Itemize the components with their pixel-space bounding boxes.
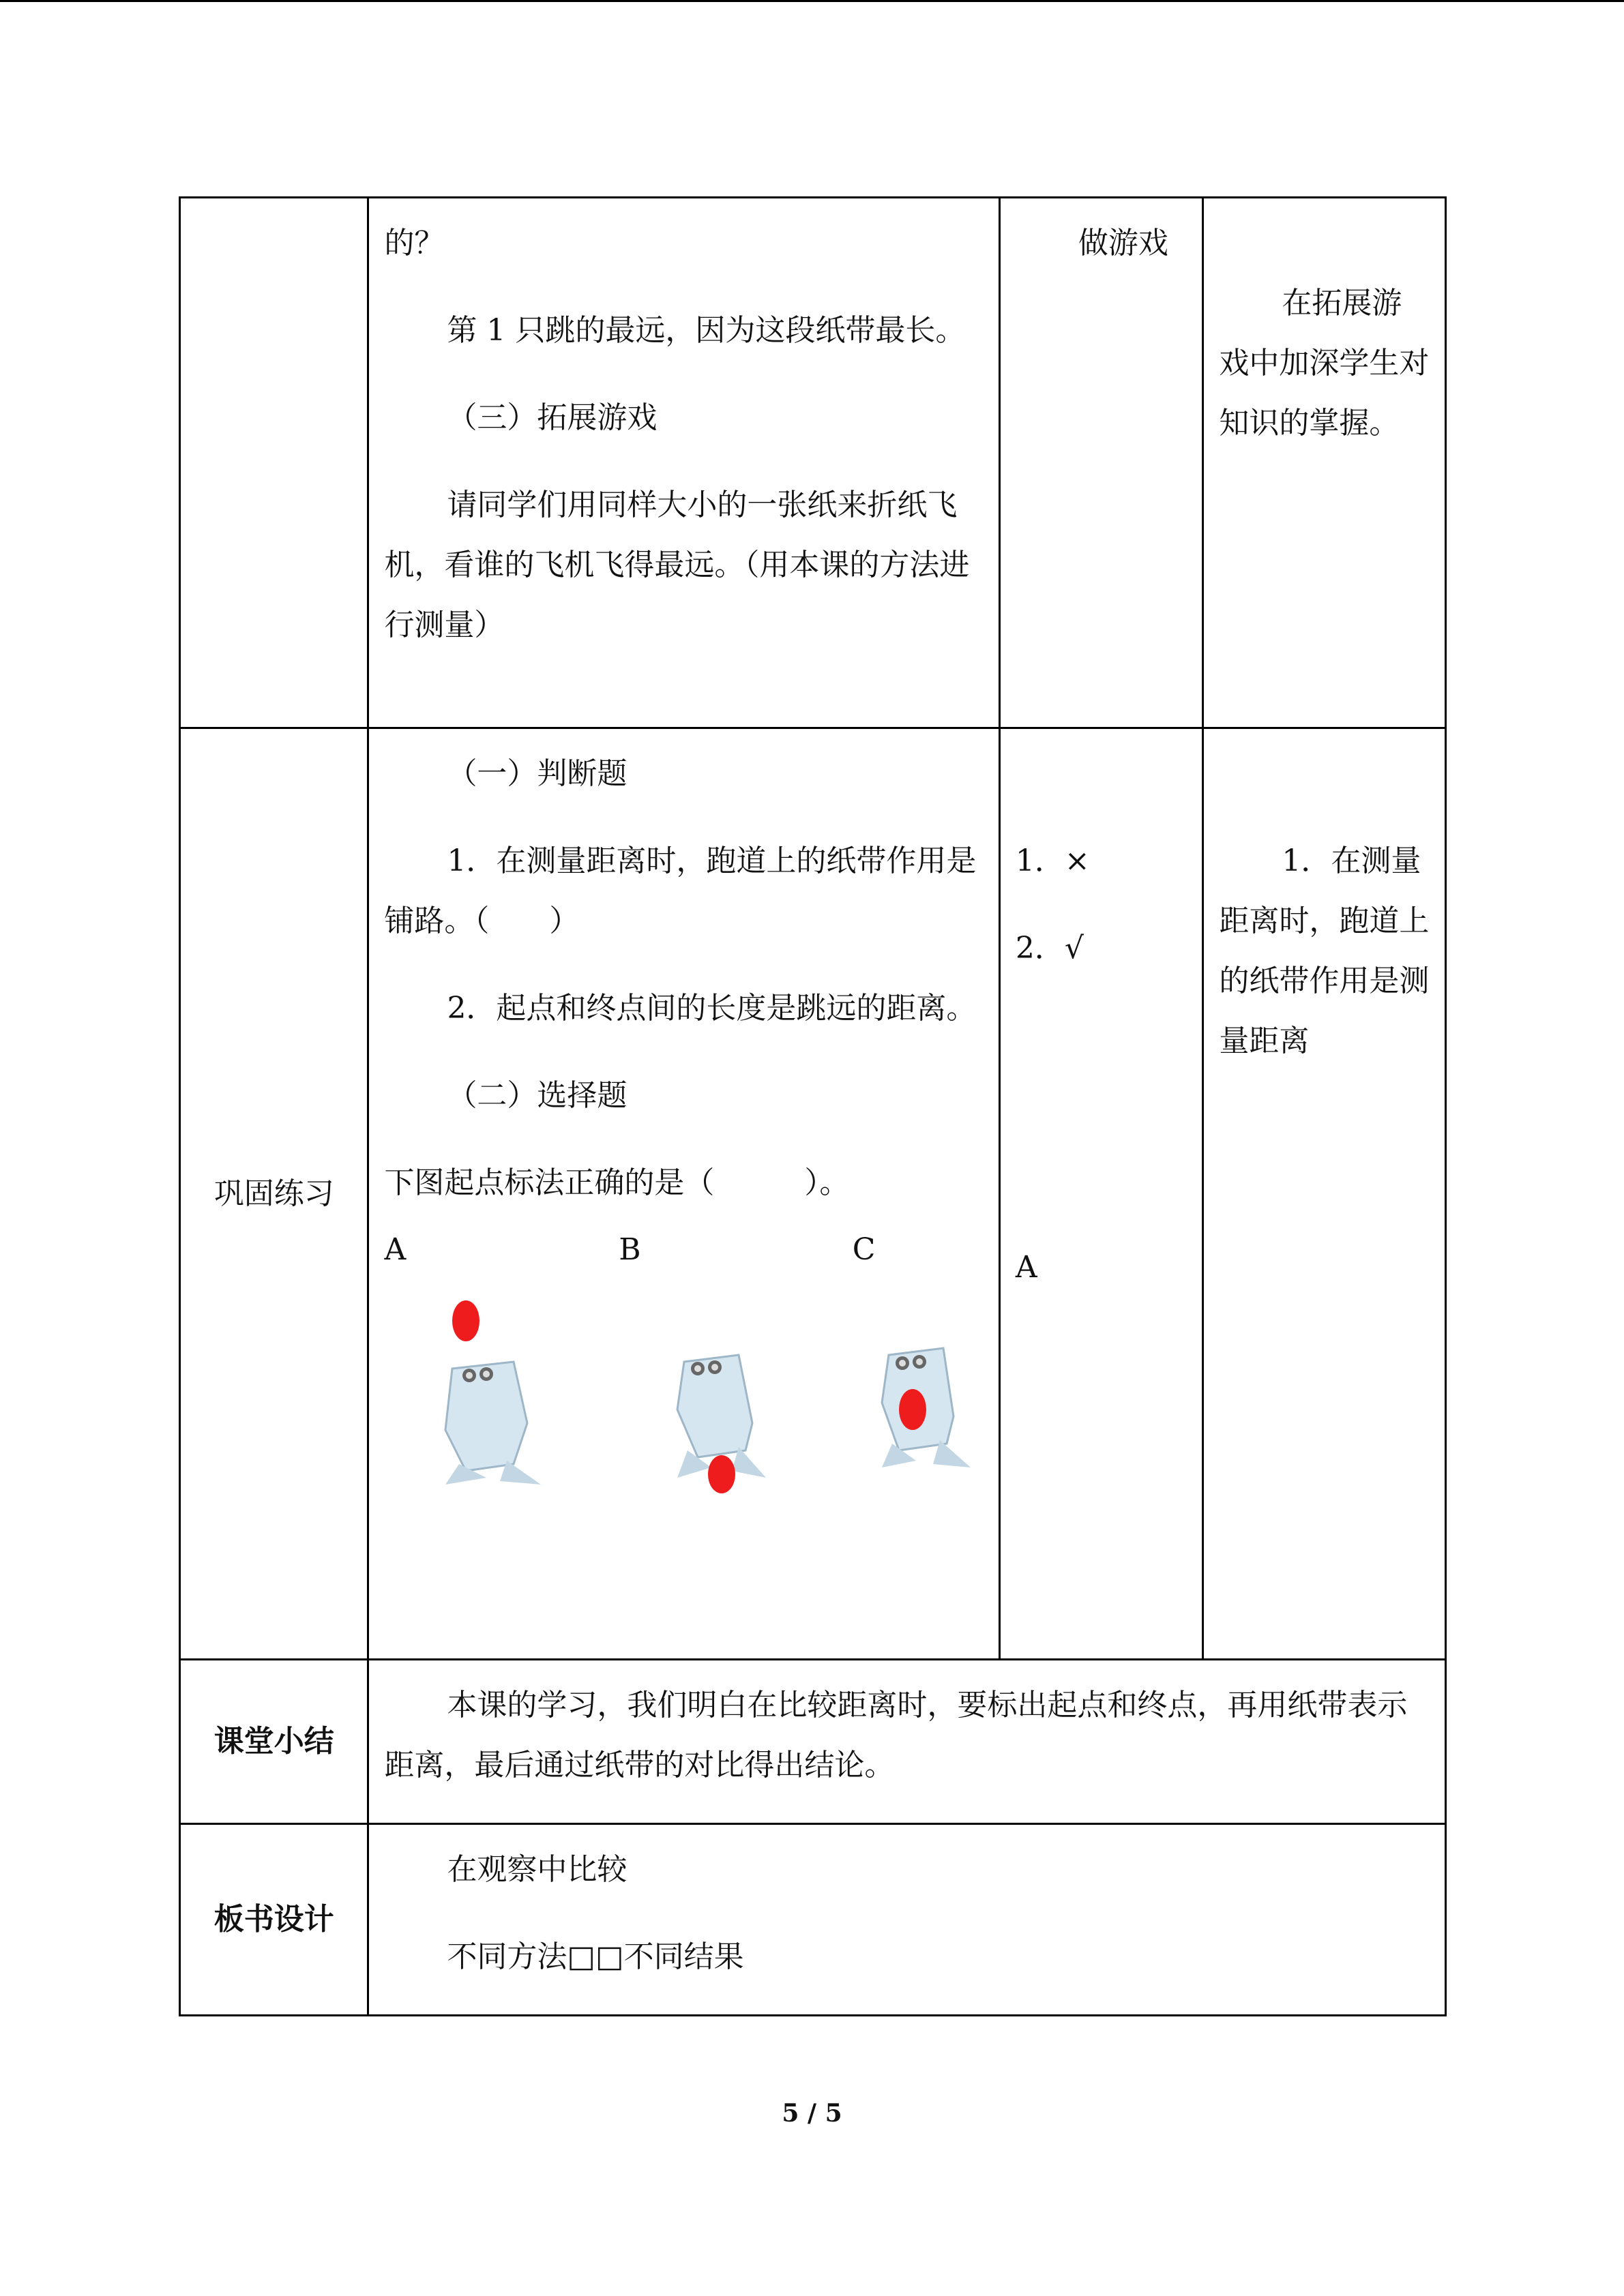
row2-intent-cell [1203, 728, 1446, 1660]
row2-content-cell [368, 728, 999, 1660]
answer-1: 1．× [1015, 844, 1090, 878]
row1-intent-cell [1203, 198, 1446, 728]
page-number: 5 / 5 [782, 2099, 842, 2128]
intent-text: 1．在测量距离时，跑道上的纸带作用是测量距离 [1219, 844, 1430, 1058]
judge-title: （一）判断题 [447, 756, 628, 791]
row-summary [180, 1660, 1446, 1824]
question-2: 2．起点和终点间的长度是跳远的距离。 [447, 991, 977, 1026]
top-border [0, 0, 1624, 2]
start-marker [452, 1300, 479, 1341]
start-marker [708, 1455, 735, 1493]
content-line: 第 1 只跳的最远，因为这段纸带最长。 [447, 313, 966, 348]
frog-a-image [411, 1294, 548, 1498]
frog-b-image [657, 1321, 793, 1525]
question-1: 1．在测量距离时，跑道上的纸带作用是铺路。（ ） [384, 844, 977, 938]
frog-c-image [861, 1321, 998, 1525]
row1-label-cell [180, 198, 368, 728]
answer-3: A [1015, 1250, 1037, 1285]
section-heading: （三）拓展游戏 [447, 400, 658, 435]
intent-text: 在拓展游戏中加深学生对知识的掌握。 [1219, 286, 1430, 441]
summary-label: 课堂小结 [180, 1660, 368, 1824]
frog-images [384, 1294, 983, 1539]
option-labels [384, 1220, 875, 1280]
content-line: 的？ [384, 226, 445, 260]
row-board-design [180, 1824, 1446, 2016]
row-practice [180, 728, 1446, 1660]
choice-title: （二）选择题 [447, 1078, 628, 1113]
board-label: 板书设计 [180, 1824, 368, 2016]
choice-question: 下图起点标法正确的是（ ）。 [384, 1165, 850, 1200]
lesson-table [179, 196, 1447, 2016]
option-a: A [384, 1232, 407, 1267]
row1-content-cell [368, 198, 999, 728]
practice-label: 巩固练习 [180, 728, 368, 1660]
row1-activity-cell [999, 198, 1202, 728]
activity-text: 做游戏 [1078, 226, 1168, 260]
answer-2: 2．√ [1015, 931, 1084, 966]
board-line-2: 不同方法□□不同结果 [447, 1939, 744, 1974]
option-c: C [852, 1232, 876, 1267]
row-extension-game [180, 198, 1446, 728]
board-content-cell [368, 1824, 1446, 2016]
option-b: B [619, 1232, 641, 1267]
summary-text: 本课的学习，我们明白在比较距离时，要标出起点和终点，再用纸带表示距离，最后通过纸带的对比得出结论。 [384, 1688, 1408, 1783]
row2-answer-cell [999, 728, 1202, 1660]
content-line: 请同学们用同样大小的一张纸来折纸飞机，看谁的飞机飞得最远。（用本课的方法进行测量） [384, 488, 970, 642]
start-marker [899, 1389, 926, 1430]
summary-content-cell [368, 1660, 1446, 1824]
board-line-1: 在观察中比较 [447, 1852, 628, 1887]
